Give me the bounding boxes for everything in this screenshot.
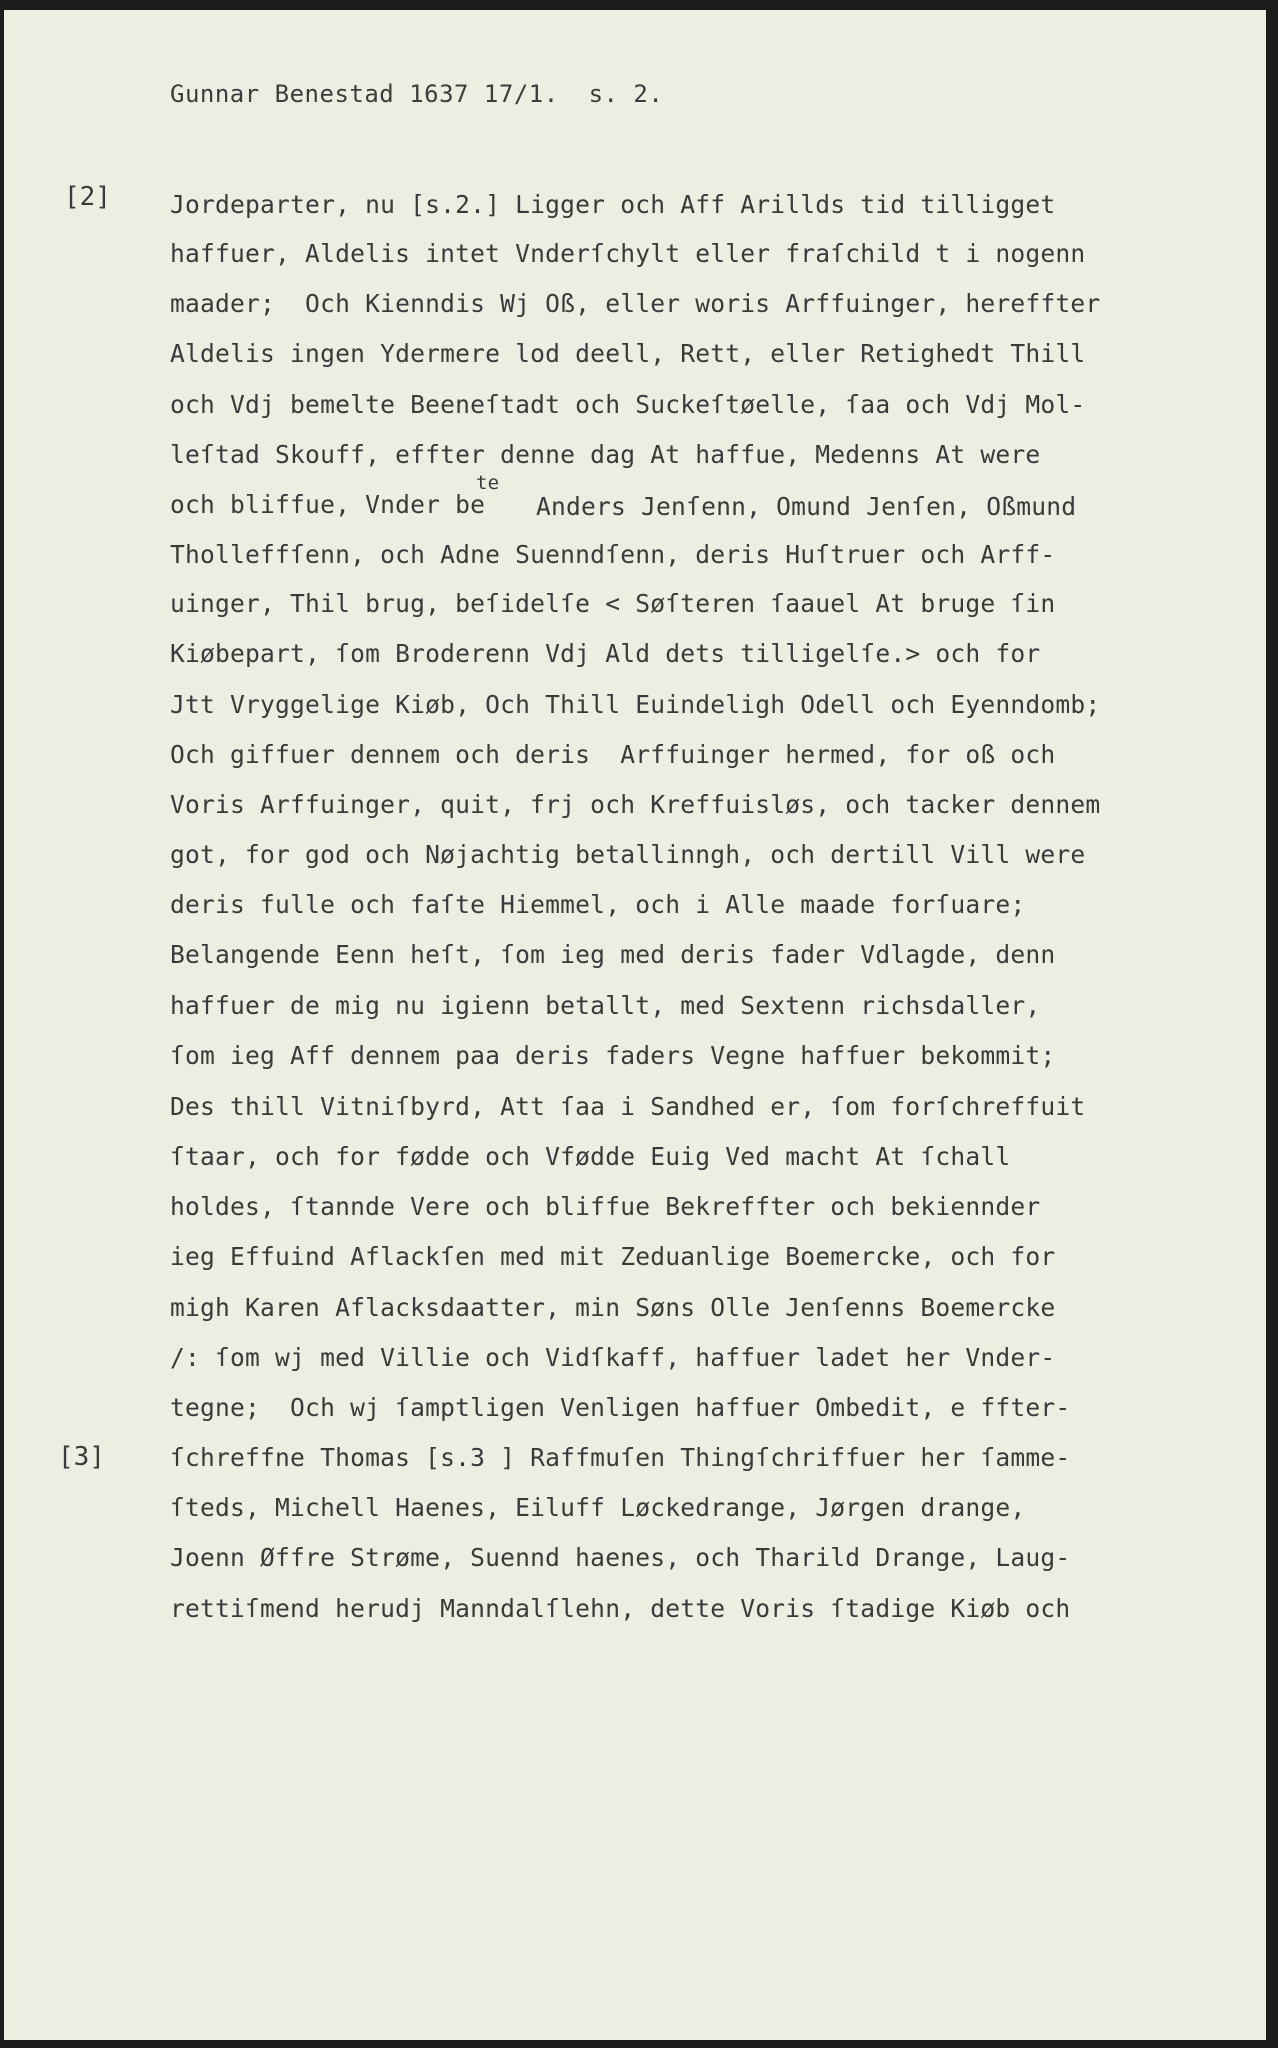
page-marker: [2] — [64, 182, 111, 212]
text-line: ſom ieg Aff dennem paa deris faders Vegne haffuer bekommit; — [170, 1041, 1056, 1070]
document-page — [4, 10, 1266, 2040]
text-line: /: ſom wj med Villie och Vidſkaff, haffuer ladet her Vnder- — [170, 1343, 1056, 1372]
text-line: leſtad Skouff, effter denne dag At haffue, Medenns At were — [170, 440, 1041, 469]
text-line: Voris Arffuinger, quit, frj och Kreffuisløs, och tacker dennem — [170, 790, 1101, 819]
text-line: uinger, Thil brug, beſidelſe < Søſteren ſaauel At bruge ſin — [170, 589, 1056, 618]
text-line: Jtt Vryggelige Kiøb, Och Thill Euindeligh Odell och Eyenndomb; — [170, 690, 1101, 719]
text-line: Och giffuer dennem och deris Arffuinger hermed, for oß och — [170, 740, 1056, 769]
text-line: Aldelis ingen Ydermere lod deell, Rett, eller Retighedt Thill — [170, 339, 1086, 368]
text-line: tegne; Och wj ſamptligen Venligen haffuer Ombedit, e ffter- — [170, 1393, 1071, 1422]
text-line: Kiøbepart, ſom Broderenn Vdj Ald dets tilligelſe.> och for — [170, 639, 1041, 668]
text-line: ieg Effuind Aflackſen med mit Zeduanlige Boemercke, och for — [170, 1242, 1056, 1271]
text-line: ſchreffne Thomas [s.3 ] Raffmuſen Thingſchriffuer her ſamme- — [170, 1443, 1071, 1472]
text-line: haffuer de mig nu igienn betallt, med Sextenn richsdaller, — [170, 991, 1041, 1020]
text-line: Des thill Vitniſbyrd, Att ſaa i Sandhed er, ſom forſchreffuit — [170, 1092, 1086, 1121]
superscript: te — [476, 472, 500, 494]
text-line: Joenn Øffre Strøme, Suennd haenes, och Tharild Drange, Laug- — [170, 1543, 1071, 1572]
text-line: Jordeparter, nu [s.2.] Ligger och Aff Arillds tid tilligget — [170, 190, 1056, 219]
text-line: Belangende Eenn heſt, ſom ieg med deris fader Vdlagde, denn — [170, 940, 1056, 969]
text-line: rettiſmend herudj Manndalſlehn, dette Voris ſtadige Kiøb och — [170, 1594, 1071, 1623]
text-line: Tholleffſenn, och Adne Suenndſenn, deris Huſtruer och Arff- — [170, 540, 1056, 569]
text-line: holdes, ſtannde Vere och bliffue Bekreffter och bekiennder — [170, 1192, 1041, 1221]
text-line: migh Karen Aflacksdaatter, min Søns Olle Jenſenns Boemercke — [170, 1293, 1056, 1322]
text-line: deris fulle och faſte Hiemmel, och i Alle maade forſuare; — [170, 890, 1026, 919]
page-header: Gunnar Benestad 1637 17/1. s. 2. — [170, 80, 664, 108]
text-line: maader; Och Kienndis Wj Oß, eller woris Arffuinger, hereffter — [170, 289, 1101, 318]
text-line: haffuer, Aldelis intet Vnderſchylt eller fraſchild t i nogenn — [170, 239, 1086, 268]
text-line: Anders Jenſenn, Omund Jenſen, Oßmund — [536, 492, 1077, 521]
text-line: och Vdj bemelte Beeneſtadt och Suckeſtøelle, ſaa och Vdj Mol- — [170, 390, 1086, 419]
text-line: got, for god och Nøjachtig betallinngh, och dertill Vill were — [170, 840, 1086, 869]
text-line: ſteds, Michell Haenes, Eiluff Løckedrange, Jørgen drange, — [170, 1493, 1026, 1522]
text-line: och bliffue, Vnder be — [170, 490, 486, 519]
text-line: ſtaar, och for fødde och Vfødde Euig Ved macht At ſchall — [170, 1142, 1011, 1171]
page-marker: [3] — [58, 1442, 105, 1472]
